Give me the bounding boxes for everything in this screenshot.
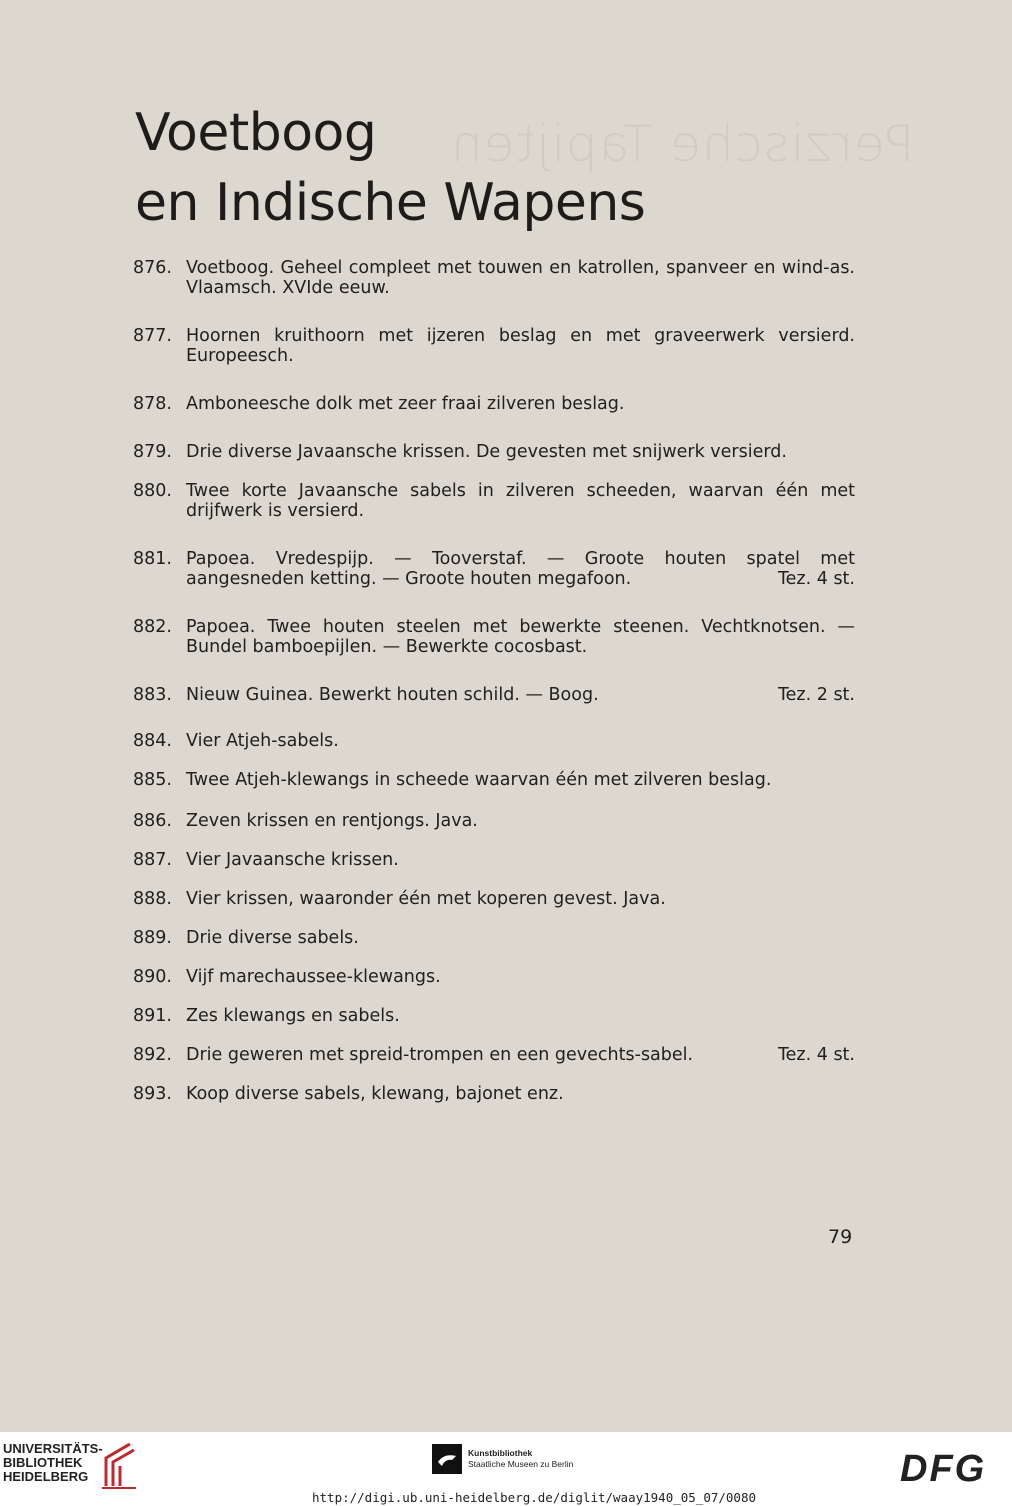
catalogue-entry-885 [133, 770, 855, 790]
entry-piece-count: Tez. 4 st. [777, 1045, 855, 1065]
kunstbibliothek-logo[interactable] [432, 1444, 573, 1474]
entry-text: Twee Atjeh-klewangs in scheede waarvan één met zilveren beslag. [186, 770, 772, 790]
dfg-logo[interactable]: DFG [900, 1448, 987, 1490]
entry-body [186, 928, 855, 948]
catalogue-entry-879 [133, 442, 855, 462]
catalogue-entry-886 [133, 811, 855, 831]
entry-text: Hoornen kruithoorn met ijzeren beslag en met graveerwerk versierd. Europeesch. [186, 326, 855, 366]
catalogue-entry-887 [133, 850, 855, 870]
entry-body [186, 1045, 855, 1065]
ub-logo-line-1: UNIVERSITÄTS- [3, 1441, 103, 1456]
entry-body [186, 326, 855, 366]
entry-text: Zes klewangs en sabels. [186, 1006, 400, 1026]
entry-number: 890. [133, 967, 172, 987]
catalogue-entry-878 [133, 394, 855, 414]
catalogue-entry-890 [133, 967, 855, 987]
entry-body [186, 1006, 855, 1026]
entry-number: 887. [133, 850, 172, 870]
entry-number: 886. [133, 811, 172, 831]
kunstbibliothek-subtitle: Staatliche Museen zu Berlin [468, 1459, 574, 1469]
entry-text: Drie geweren met spreid-trompen en een gevechts-sabel. [186, 1045, 694, 1065]
ub-logo-line-2: BIBLIOTHEK [3, 1455, 83, 1470]
entry-text: Voetboog. Geheel compleet met touwen en katrollen, spanveer en wind-as. Vlaamsch. XVIde eeuw. [186, 258, 855, 298]
ub-heidelberg-logo[interactable] [3, 1442, 103, 1484]
entry-number: 891. [133, 1006, 172, 1026]
entry-text: Twee korte Javaansche sabels in zilveren scheeden, waarvan één met drijfwerk is versierd. [186, 481, 855, 521]
entry-body [186, 394, 855, 414]
viewer-footer [0, 1432, 1012, 1506]
catalogue-entry-889 [133, 928, 855, 948]
kunstbibliothek-emblem-icon [432, 1444, 462, 1474]
entry-text: Vier krissen, waaronder één met koperen gevest. Java. [186, 889, 666, 909]
kunstbibliothek-name: Kunstbibliothek [468, 1448, 533, 1458]
ub-logo-line-3: HEIDELBERG [3, 1469, 89, 1484]
entry-number: 878. [133, 394, 172, 414]
page-title-line-2: en Indische Wapens [135, 173, 646, 233]
catalogue-entry-891 [133, 1006, 855, 1026]
entry-number: 876. [133, 258, 172, 278]
entry-number: 889. [133, 928, 172, 948]
entry-body [186, 967, 855, 987]
entry-piece-count: Tez. 2 st. [777, 685, 855, 705]
entry-text: Vijf marechaussee-klewangs. [186, 967, 441, 987]
entry-body [186, 617, 855, 657]
permalink-url[interactable]: http://digi.ub.uni-heidelberg.de/diglit/waay1940_05_07/0080 [312, 1490, 757, 1505]
entry-body [186, 889, 855, 909]
entry-text: Amboneesche dolk met zeer fraai zilveren beslag. [186, 394, 625, 414]
catalogue-entry-881 [133, 549, 855, 589]
entry-number: 888. [133, 889, 172, 909]
entry-body [186, 549, 855, 589]
catalogue-entry-876 [133, 258, 855, 298]
ub-heidelberg-emblem-icon [100, 1440, 140, 1490]
entry-number: 892. [133, 1045, 172, 1065]
entry-text: Papoea. Twee houten steelen met bewerkte steenen. Vechtknotsen. — Bundel bamboepijlen. — Bewerkte cocosbast. [186, 617, 855, 657]
kunstbibliothek-text [468, 1448, 573, 1470]
page-number: 79 [828, 1226, 853, 1248]
entry-number: 879. [133, 442, 172, 462]
entry-body [186, 481, 855, 521]
catalogue-entry-883 [133, 685, 855, 705]
page-title-line-1: Voetboog [135, 103, 377, 163]
entry-body [186, 1084, 855, 1104]
entry-text: Drie diverse Javaansche krissen. De gevesten met snijwerk versierd. [186, 442, 787, 462]
entry-text: Nieuw Guinea. Bewerkt houten schild. — Boog. [186, 685, 599, 705]
entry-text: Drie diverse sabels. [186, 928, 359, 948]
entry-number: 883. [133, 685, 172, 705]
entry-text: Koop diverse sabels, klewang, bajonet enz. [186, 1084, 564, 1104]
catalogue-entry-882 [133, 617, 855, 657]
page-title [135, 98, 645, 238]
catalogue-entry-893 [133, 1084, 855, 1104]
entry-text: Zeven krissen en rentjongs. Java. [186, 811, 478, 831]
entry-text: Vier Javaansche krissen. [186, 850, 399, 870]
entry-number: 881. [133, 549, 172, 569]
entry-body [186, 850, 855, 870]
entry-body [186, 811, 855, 831]
entry-body [186, 442, 855, 462]
catalogue-entry-892 [133, 1045, 855, 1065]
entry-body [186, 770, 855, 790]
entry-body [186, 685, 855, 705]
entry-number: 893. [133, 1084, 172, 1104]
catalogue-entry-888 [133, 889, 855, 909]
catalogue-entry-884 [133, 731, 855, 751]
entry-number: 882. [133, 617, 172, 637]
entry-text: Papoea. Vredespijp. — Tooverstaf. — Groote houten spatel met aangesneden ketting. — Groote houten megafoon. [186, 549, 855, 589]
entry-text: Vier Atjeh-sabels. [186, 731, 339, 751]
entry-number: 884. [133, 731, 172, 751]
catalogue-entry-880 [133, 481, 855, 521]
catalogue-entry-877 [133, 326, 855, 366]
entry-body [186, 731, 855, 751]
entry-number: 877. [133, 326, 172, 346]
entry-number: 885. [133, 770, 172, 790]
entry-number: 880. [133, 481, 172, 501]
show-through-heading: Perzische Tapijten [450, 115, 915, 173]
catalogue-entries [133, 258, 855, 1104]
entry-piece-count: Tez. 4 st. [777, 569, 855, 589]
entry-body [186, 258, 855, 298]
